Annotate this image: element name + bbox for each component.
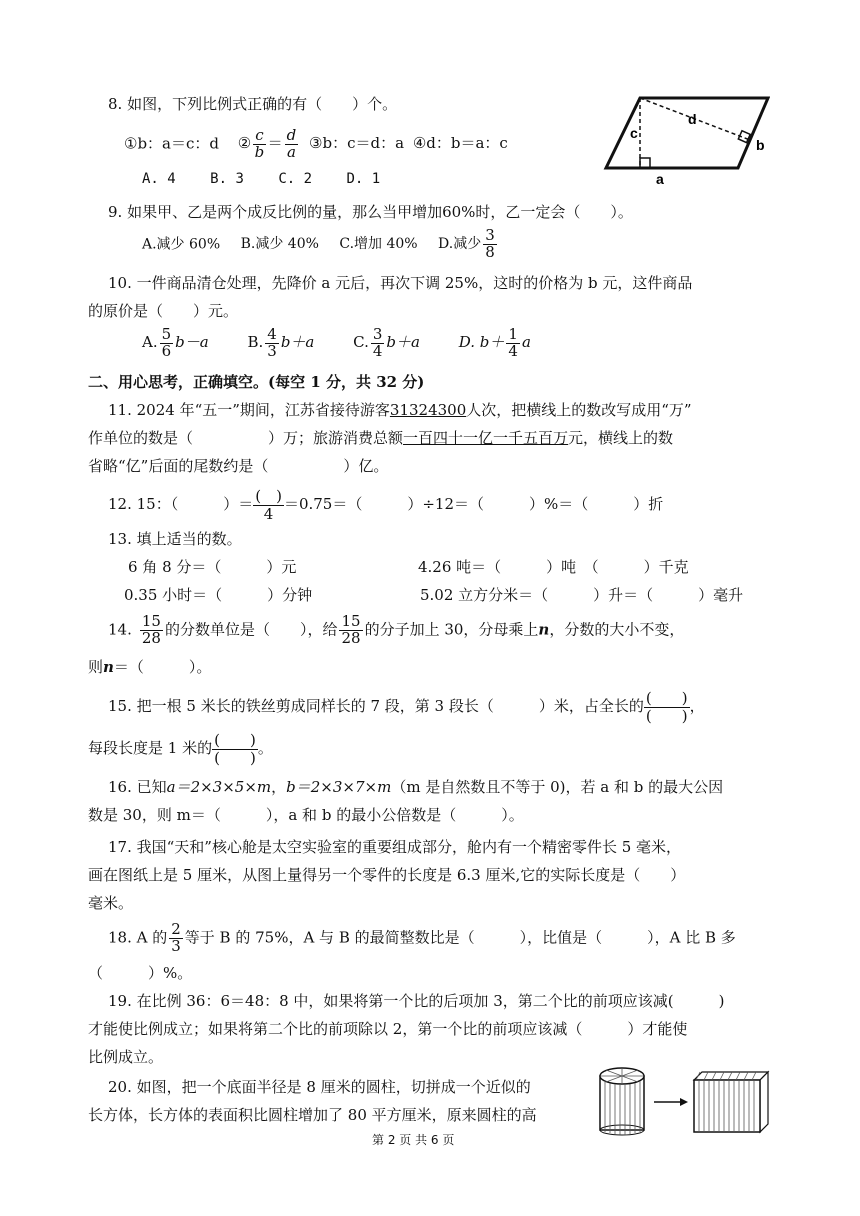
q9-stem: 9. 如果甲、乙是两个成反比例的量，那么当甲增加60%时，乙一定会（ ）。 [108, 203, 633, 221]
q17-line1: 17. 我国“天和”核心舱是太空实验室的重要组成部分，舱内有一个精密零件长 5 毫米， [108, 838, 682, 856]
q9-choice-c: C.增加 40% [339, 236, 418, 253]
q9-choices [142, 228, 499, 261]
q9-choice-b: B.减少 40% [240, 236, 319, 253]
q19-line1: 19. 在比例 36：6＝48：8 中，如果将第一个比的后项加 3，第二个比的前项应该减( ) [108, 992, 725, 1010]
q13-b: 4.26 吨＝（ ）吨 （ ）千克 [418, 558, 689, 576]
page-footer: 第 2 页 共 6 页 [372, 1133, 455, 1147]
q15-line1: 15. 把一根 5 米长的铁丝剪成同样长的 7 段，第 3 段长（ ）米，占全长的 ( ) ( ) ， [108, 689, 705, 725]
q10-choices [142, 327, 531, 360]
q19-line3: 比例成立。 [88, 1048, 164, 1066]
q10-choice-b: B. $\frac{4}{3}$ b＋a [247, 325, 315, 360]
q16-line1: 16. 已知a＝2×3×5×m，b＝2×3×7×m（m 是自然数且不等于 0)，若 a 和 b 的最大公因 [108, 778, 724, 796]
q8-stem: 8. 如图，下列比例式正确的有（ ）个。 [108, 95, 398, 113]
q8-choice-b: B. 3 [210, 171, 244, 187]
q8-choices [142, 171, 380, 187]
q13-d: 5.02 立方分米＝（ ）升＝（ ）毫升 [420, 586, 744, 604]
cylinder-icon [600, 1068, 644, 1135]
q19-line2: 才能使比例成立；如果将第二个比的前项除以 2，第一个比的前项应该减（ ）才能使 [88, 1020, 688, 1038]
q11-line2: 作单位的数是（ ）万；旅游消费总额一百四十一亿一千五百万元，横线上的数 [88, 429, 674, 447]
q10-line2: 的原价是（ ）元。 [88, 302, 239, 320]
q8-options [124, 128, 508, 161]
q8-choice-d: D. 1 [346, 171, 381, 187]
q20-line2: 长方体，长方体的表面积比圆柱增加了 80 平方厘米，原来圆柱的高 [88, 1106, 537, 1124]
cylinder-to-cuboid-figure [596, 1066, 770, 1136]
fig-label-c: c [630, 125, 638, 141]
arrow-right-icon [654, 1098, 688, 1106]
q8-opt3: ③b：c＝d：a [309, 134, 405, 153]
q9-choice-a: A.减少 60% [142, 236, 221, 253]
fig-label-a: a [656, 171, 664, 187]
q10-choice-c: C. $\frac{3}{4}$ b＋a [353, 325, 420, 360]
q11-underlined-amount: 一百四十一亿一千五百万 [403, 429, 569, 447]
q20-line1: 20. 如图，把一个底面半径是 8 厘米的圆柱，切拼成一个近似的 [108, 1078, 531, 1096]
q15-line2: 每段长度是 1 米的 ( ) ( ) 。 [88, 731, 273, 767]
q8-opt4: ④d：b＝a：c [412, 134, 508, 153]
q10-line1: 10. 一件商品清仓处理，先降价 a 元后，再次下调 25%，这时的价格为 b 元，这件商品 [108, 274, 693, 292]
q14-line2: 则n＝（ ）。 [88, 658, 212, 676]
q10-choice-d: D. b＋ $\frac{1}{4}$ a [458, 325, 531, 360]
q11-line1: 11. 2024 年“五一”期间，江苏省接待游客31324300人次，把横线上的数改写成用“万” [108, 401, 692, 419]
q11-underlined-number: 31324300 [389, 401, 467, 419]
q18-line2: （ ）%。 [88, 964, 193, 982]
q14-line1: 14. $\frac{15}{28}$ 的分数单位是（ ），给 $\frac{15}{28}$ 的分子加上 30，分母乘上n，分数的大小不变， [108, 612, 685, 647]
section-title: 二、用心思考，正确填空。(每空 1 分，共 32 分) [88, 373, 425, 391]
q8-opt2: ② $\frac{c}{b}$ ＝ $\frac{d}{a}$ [237, 126, 297, 161]
q13-c: 0.35 小时＝（ ）分钟 [124, 586, 313, 604]
cuboid-icon [694, 1072, 768, 1132]
q11-line3: 省略“亿”后面的尾数约是（ ）亿。 [88, 457, 389, 475]
fig-label-d: d [688, 111, 697, 127]
q9-choice-d: D.减少 $\frac{3}{8}$ [438, 226, 495, 261]
q13-stem: 13. 填上适当的数。 [108, 530, 242, 548]
q17-line2: 画在图纸上是 5 厘米，从图上量得另一个零件的长度是 6.3 厘米,它的实际长度是（ ） [88, 866, 686, 884]
q12-line: 12. 15：（ ）＝ ( ) 4 ＝0.75＝（ ）÷12＝（ ）%＝（ ）折 [108, 487, 664, 523]
parallelogram-figure [600, 92, 770, 188]
q13-a: 6 角 8 分＝（ ）元 [128, 558, 297, 576]
fig-label-b: b [756, 137, 765, 153]
q8-choice-c: C. 2 [278, 171, 313, 187]
q10-choice-a: A. $\frac{5}{6}$ b－a [142, 325, 209, 360]
q17-line3: 毫米。 [88, 894, 134, 912]
q16-line2: 数是 30，则 m＝（ ），a 和 b 的最小公倍数是（ ）。 [88, 806, 524, 824]
q8-opt1: ①b：a＝c：d [124, 134, 219, 153]
q8-choice-a: A. 4 [142, 171, 176, 187]
q18-line1: 18. A 的 $\frac{2}{3}$ 等于 B 的 75%，A 与 B 的最简整数比是（ ），比值是（ ），A 比 B 多 [108, 920, 736, 955]
